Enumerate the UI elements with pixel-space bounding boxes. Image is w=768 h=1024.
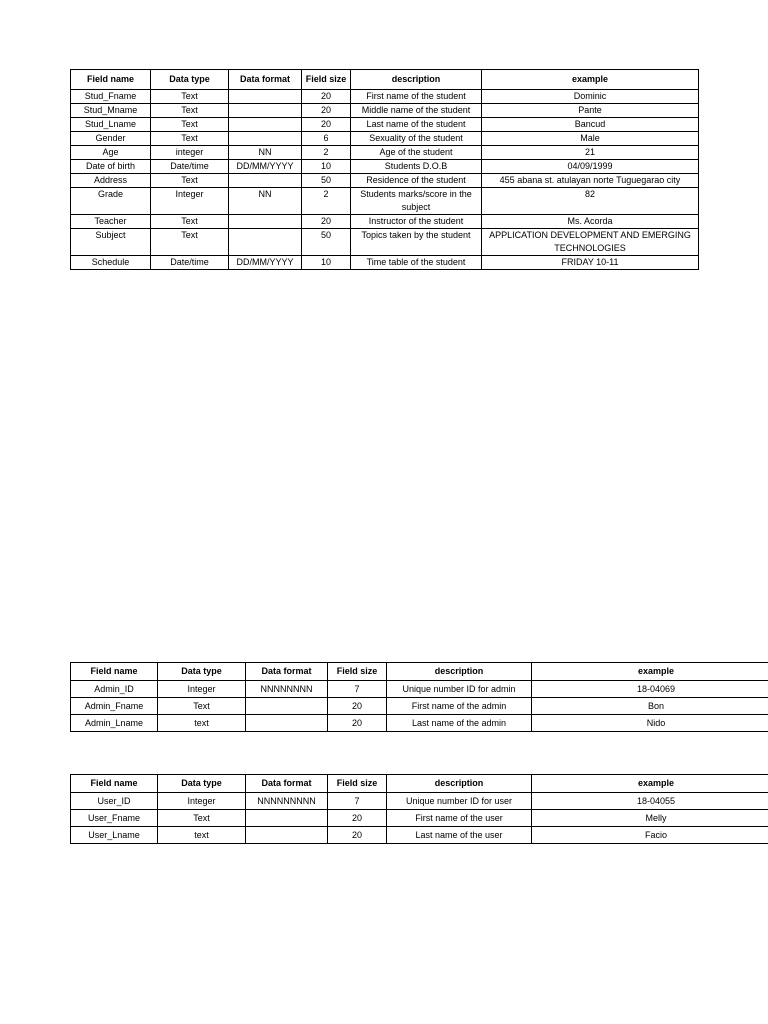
table-cell: Pante	[482, 104, 699, 118]
table-cell: Integer	[158, 681, 246, 698]
table-cell: Stud_Mname	[71, 104, 151, 118]
table-row	[71, 681, 768, 698]
table-cell: Topics taken by the student	[351, 229, 482, 256]
table-cell: Ms. Acorda	[482, 215, 699, 229]
table-cell: Unique number ID for admin	[387, 681, 532, 698]
table-row	[71, 174, 699, 188]
table-header-row	[71, 775, 768, 793]
table-cell: Text	[151, 118, 229, 132]
table-cell: 2	[302, 146, 351, 160]
table-cell	[229, 104, 302, 118]
table-cell: Melly	[532, 810, 768, 827]
table-cell: Residence of the student	[351, 174, 482, 188]
table-cell: NNNNNNNNN	[246, 793, 328, 810]
table-cell	[229, 132, 302, 146]
table-cell: First name of the admin	[387, 698, 532, 715]
table-row	[71, 90, 699, 104]
table-cell: DD/MM/YYYY	[229, 256, 302, 270]
table-cell: 6	[302, 132, 351, 146]
table-cell: Text	[151, 215, 229, 229]
table-row	[71, 698, 768, 715]
column-header: Data type	[151, 70, 229, 90]
table-cell: 2	[302, 188, 351, 215]
table-cell	[246, 715, 328, 732]
table-cell: First name of the student	[351, 90, 482, 104]
table-cell: Text	[158, 810, 246, 827]
table-cell: 10	[302, 160, 351, 174]
table-cell: 20	[328, 715, 387, 732]
table-row	[71, 104, 699, 118]
table-cell: Bancud	[482, 118, 699, 132]
table-cell: NNNNNNNN	[246, 681, 328, 698]
table-cell: Grade	[71, 188, 151, 215]
table-cell: FRIDAY 10-11	[482, 256, 699, 270]
table-header-row	[71, 663, 768, 681]
table-cell: Students marks/score in the subject	[351, 188, 482, 215]
table-cell: NN	[229, 188, 302, 215]
table-cell: Unique number ID for user	[387, 793, 532, 810]
table-cell: Schedule	[71, 256, 151, 270]
table-cell: Last name of the student	[351, 118, 482, 132]
table-cell: Date/time	[151, 160, 229, 174]
table-cell: 20	[302, 118, 351, 132]
table-cell: 10	[302, 256, 351, 270]
table-cell: Stud_Lname	[71, 118, 151, 132]
table-cell: Bon	[532, 698, 768, 715]
table-cell: User_ID	[71, 793, 158, 810]
table-cell: Students D.O.B	[351, 160, 482, 174]
table-cell: Facio	[532, 827, 768, 844]
table-cell: DD/MM/YYYY	[229, 160, 302, 174]
user-data-dictionary-table	[70, 774, 768, 844]
table-cell: Last name of the admin	[387, 715, 532, 732]
table-cell: Date/time	[151, 256, 229, 270]
column-header: Field size	[328, 663, 387, 681]
column-header: description	[387, 663, 532, 681]
table-row	[71, 215, 699, 229]
table-cell: First name of the user	[387, 810, 532, 827]
table-cell: text	[158, 715, 246, 732]
column-header: Field size	[302, 70, 351, 90]
table-cell: User_Fname	[71, 810, 158, 827]
column-header: Field name	[71, 775, 158, 793]
column-header: Field name	[71, 70, 151, 90]
table-cell: Admin_ID	[71, 681, 158, 698]
table-cell: Integer	[158, 793, 246, 810]
table-cell	[229, 215, 302, 229]
table-row	[71, 146, 699, 160]
column-header: Data format	[246, 775, 328, 793]
student-data-dictionary-table	[70, 69, 699, 270]
table-cell: Dominic	[482, 90, 699, 104]
table-cell: 20	[328, 827, 387, 844]
table-cell	[229, 174, 302, 188]
column-header: Field name	[71, 663, 158, 681]
table-cell: 21	[482, 146, 699, 160]
table-cell: 7	[328, 793, 387, 810]
table-cell: Admin_Lname	[71, 715, 158, 732]
table-cell: 20	[302, 90, 351, 104]
table-cell: Admin_Fname	[71, 698, 158, 715]
table-cell	[246, 827, 328, 844]
table-header-row	[71, 70, 699, 90]
table-cell: Text	[151, 104, 229, 118]
table-cell: NN	[229, 146, 302, 160]
table-cell: Instructor of the student	[351, 215, 482, 229]
table-cell: Text	[151, 229, 229, 256]
table-cell: Gender	[71, 132, 151, 146]
admin-data-dictionary-table	[70, 662, 768, 732]
table-cell: Teacher	[71, 215, 151, 229]
column-header: Data type	[158, 663, 246, 681]
table-cell: Nido	[532, 715, 768, 732]
column-header: example	[532, 775, 768, 793]
table-cell: Date of birth	[71, 160, 151, 174]
table-cell: Text	[151, 132, 229, 146]
table-cell: Male	[482, 132, 699, 146]
table-cell: 18-04055	[532, 793, 768, 810]
table-cell: Stud_Fname	[71, 90, 151, 104]
table-cell: Time table of the student	[351, 256, 482, 270]
table-cell: APPLICATION DEVELOPMENT AND EMERGING TECHNOLOGIES	[482, 229, 699, 256]
table-cell: 50	[302, 229, 351, 256]
table-cell: 04/09/1999	[482, 160, 699, 174]
table-cell: 7	[328, 681, 387, 698]
table-cell: User_Lname	[71, 827, 158, 844]
column-header: Data format	[246, 663, 328, 681]
table-row	[71, 827, 768, 844]
table-cell: integer	[151, 146, 229, 160]
table-cell: 18-04069	[532, 681, 768, 698]
table-cell	[229, 90, 302, 104]
table-cell: Text	[151, 90, 229, 104]
column-header: description	[351, 70, 482, 90]
table-cell: Age of the student	[351, 146, 482, 160]
table-cell: text	[158, 827, 246, 844]
table-cell: Text	[158, 698, 246, 715]
table-cell: Age	[71, 146, 151, 160]
table-cell: Middle name of the student	[351, 104, 482, 118]
table-cell: Subject	[71, 229, 151, 256]
table-row	[71, 188, 699, 215]
table-cell: Sexuality of the student	[351, 132, 482, 146]
table-cell	[229, 229, 302, 256]
table-cell: Last name of the user	[387, 827, 532, 844]
table-cell	[246, 698, 328, 715]
column-header: description	[387, 775, 532, 793]
column-header: Field size	[328, 775, 387, 793]
table-row	[71, 810, 768, 827]
column-header: example	[482, 70, 699, 90]
table-row	[71, 118, 699, 132]
table-cell: 20	[302, 215, 351, 229]
table-row	[71, 229, 699, 256]
column-header: example	[532, 663, 768, 681]
table-cell	[246, 810, 328, 827]
table-row	[71, 715, 768, 732]
table-cell: Address	[71, 174, 151, 188]
table-row	[71, 256, 699, 270]
table-cell	[229, 118, 302, 132]
table-cell: 20	[328, 698, 387, 715]
table-row	[71, 160, 699, 174]
column-header: Data type	[158, 775, 246, 793]
table-cell: 82	[482, 188, 699, 215]
table-cell: 20	[328, 810, 387, 827]
table-row	[71, 793, 768, 810]
table-cell: 455 abana st. atulayan norte Tuguegarao city	[482, 174, 699, 188]
table-cell: Integer	[151, 188, 229, 215]
table-row	[71, 132, 699, 146]
table-cell: 50	[302, 174, 351, 188]
table-cell: 20	[302, 104, 351, 118]
column-header: Data format	[229, 70, 302, 90]
table-cell: Text	[151, 174, 229, 188]
